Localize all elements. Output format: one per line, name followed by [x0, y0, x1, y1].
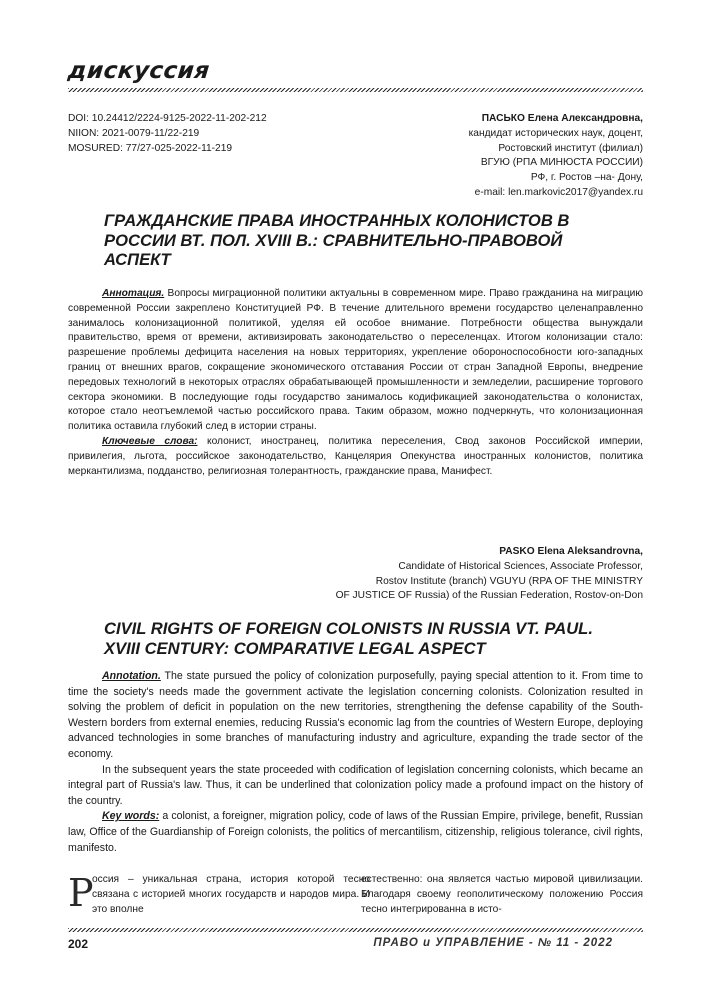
article-title-en: CIVIL RIGHTS OF FOREIGN COLONISTS IN RUSSIA VT. PAUL. XVIII CENTURY: COMPARATIVE LEGAL ASPECT	[104, 619, 593, 658]
footer-divider	[68, 928, 643, 932]
section-rubric: дискуссия	[66, 58, 211, 84]
author-institute-ru: Ростовский институт (филиал)	[498, 142, 643, 154]
author-degree-en: Candidate of Historical Sciences, Associate Professor,	[398, 560, 643, 572]
abstract-ru	[68, 287, 643, 479]
drop-cap: Р	[68, 871, 94, 915]
keywords-label-en: Key words:	[102, 810, 160, 823]
abstract-text-en-1: The state pursued the policy of colonization purposefully, paying special attention to it. From time to time the society's needs made the government activate the legislation concerning colonists. Colonization resulted in solving the problem of deficit in population on the new territories, strengthening the defense capability of the South-Western borders from external enemies, reducing Russia's economic lag from the countries of Western Europe, deploying advanced technologies in some branches of manufacturing industry and agriculture, expanding the trade sector of the economy.	[68, 670, 643, 760]
body-column-right: естественно: она является частью мировой цивилизации. Благодаря своему геополитическому положению Россия тесно интегрированна в исто-	[361, 874, 643, 916]
keywords-ru: колонист, иностранец, политика переселения, Свод законов Российской империи, привилегия, льгота, российское законодательство, Канцелярия Опекунства иностранных колонистов, политика меркантилизма, подданство, религиозная толерантность, гражданские права, Манифест.	[68, 435, 643, 477]
abstract-label-en: Annotation.	[102, 670, 161, 682]
author-degree-ru: кандидат исторических наук, доцент,	[468, 127, 643, 139]
niion-line: NIION: 2021-0079-11/22-219	[68, 127, 200, 139]
author-institute-ru-2: ВГУЮ (РПА МИНЮСТА РОССИИ)	[480, 157, 643, 169]
abstract-text-ru: Вопросы миграционной политики актуальны в современном мире. Право гражданина на миграцию современной России закреплено Конституцией РФ. В течение длительного времени государство целенаправленно занималось колонизационной политикой, уделяя ей особое внимание. Потребности общества вынуждали правительство, время от времени, активизировать законодательство о переселенцах. Итогом колонизации стало: разрешение проблемы дефицита населения на новых территориях, укрепление обороноспособности юго-западных границ от внешних врагов, сокращение экономического отставания России от стран Западной Европы, внедрение передовых технологий в некоторых отраслях обрабатывающей промышленности и земледелии, расширение торгового сектора экономики. В последующие годы государство занималось кодификацией законодательства о колонистах, которое стало неотъемлемой частью российского права. Таким образом, можно подчеркнуть, что колонизационная политика оставила глубокий след в истории страны.	[68, 288, 643, 433]
header-divider	[68, 88, 643, 92]
identifiers-block	[68, 112, 267, 156]
article-title-ru: ГРАЖДАНСКИЕ ПРАВА ИНОСТРАННЫХ КОЛОНИСТОВ В РОССИИ ВТ. ПОЛ. XVIII В.: СРАВНИТЕЛЬНО-ПРАВОВОЙ АСПЕКТ	[104, 211, 570, 269]
article-page	[68, 0, 643, 1003]
author-name-en: PASKO Elena Aleksandrovna,	[499, 546, 643, 557]
mosured-line: MOSURED: 77/27-025-2022-11-219	[68, 142, 233, 154]
body-column-left: оссия – уникальная страна, история которой тесно связана с историей многих государств и народов мира. И это вполне	[92, 874, 370, 916]
page-number: 202	[68, 937, 89, 951]
doi-line: DOI: 10.24412/2224-9125-2022-11-202-212	[68, 113, 267, 124]
journal-name: ПРАВО и УПРАВЛЕНИЕ - № 11 - 2022	[373, 937, 613, 949]
author-email[interactable]: e-mail: len.markovic2017@yandex.ru	[474, 186, 643, 198]
author-institute-en: Rostov Institute (branch) VGUYU (RPA OF THE MINISTRY	[375, 575, 643, 587]
author-info-en	[336, 545, 643, 604]
author-name-ru: ПАСЬКО Елена Александровна,	[481, 113, 643, 124]
abstract-en	[68, 669, 643, 856]
keywords-en: a colonist, a foreigner, migration policy, code of laws of the Russian Empire, privilege, benefit, Russian law, Office of the Guardianship of Foreign colonists, the politics of mercantilism, citizenship, religious tolerance, civil rights, manifesto.	[68, 810, 643, 854]
author-institute-en-2: OF JUSTICE OF Russia) of the Russian Federation, Rostov-on-Don	[335, 590, 643, 602]
keywords-label-ru: Ключевые слова:	[102, 435, 198, 447]
abstract-label-ru: Аннотация.	[102, 288, 165, 299]
author-info-ru	[469, 112, 643, 201]
abstract-text-en-2: In the subsequent years the state proceeded with codification of legislation concerning colonists, which became an integral part of Russia's law. Thus, it can be underlined that colonization policy made a profound impact on the history of the country.	[68, 763, 643, 807]
author-city-ru: РФ, г. Ростов –на- Дону,	[530, 172, 643, 184]
